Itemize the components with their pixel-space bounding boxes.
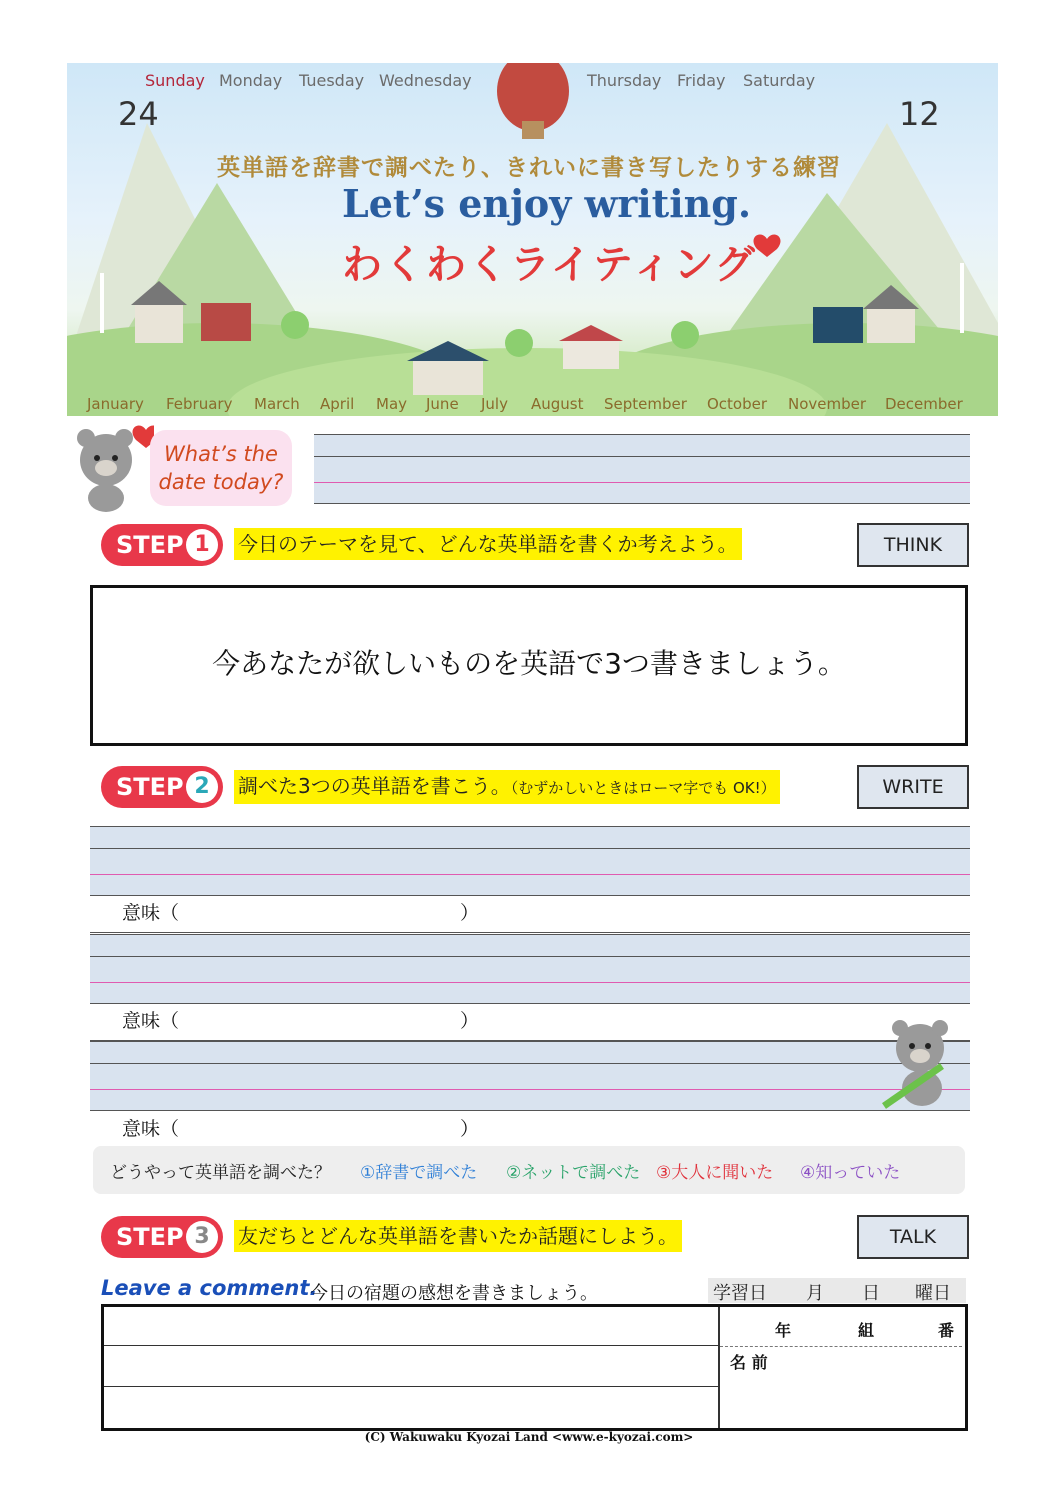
title-kana: わくわくライティング xyxy=(342,242,757,288)
name-label: 名 前 xyxy=(730,1353,768,1372)
year-label: 年 xyxy=(775,1321,792,1340)
comment-line-1 xyxy=(104,1345,718,1346)
word3-writing-lines[interactable] xyxy=(90,1041,970,1111)
step2-badge xyxy=(101,766,223,808)
day-monday: Monday xyxy=(219,71,283,90)
month-january: January xyxy=(87,395,144,413)
month-april: April xyxy=(320,395,355,413)
option-internet[interactable]: ②ネットで調べた xyxy=(506,1163,641,1183)
comment-line-2 xyxy=(104,1386,718,1387)
number-label: 番 xyxy=(938,1321,955,1340)
word2-writing-lines[interactable] xyxy=(90,934,970,1004)
meaning-close-1: ） xyxy=(460,902,480,924)
step3-instruction: 友だちとどんな英単語を書いたか話題にしよう。 xyxy=(234,1220,682,1252)
month-december: December xyxy=(885,395,963,413)
step1-number: 1 xyxy=(186,529,218,561)
meaning-close-3: ） xyxy=(460,1118,480,1140)
step2-instruction-note: （むずかしいときはローマ字でも OK!） xyxy=(510,779,776,797)
theme-text: 今あなたが欲しいものを英語で3つ書きましょう。 xyxy=(212,647,846,680)
bear-with-balloon-icon xyxy=(68,420,154,512)
study-month-label: 月 xyxy=(806,1283,824,1304)
date-prompt-line1: What’s the xyxy=(164,442,278,466)
option-asked-adult[interactable]: ③大人に聞いた xyxy=(656,1163,774,1183)
name-field[interactable] xyxy=(720,1350,962,1424)
month-may: May xyxy=(376,395,408,413)
number-left: 24 xyxy=(118,95,159,133)
step2-instruction-main: 調べた3つの英単語を書こう。 xyxy=(238,774,511,798)
meaning-label-2: 意味（ xyxy=(122,1010,180,1032)
option-already-knew[interactable]: ④知っていた xyxy=(800,1163,901,1183)
meaning-close-2: ） xyxy=(460,1010,480,1032)
day-wednesday: Wednesday xyxy=(379,71,472,90)
study-weekday-label: 曜日 xyxy=(915,1283,951,1304)
day-tuesday: Tuesday xyxy=(299,71,365,90)
month-august: August xyxy=(531,395,584,413)
step3-label: STEP xyxy=(116,1223,184,1251)
option-dictionary[interactable]: ①辞書で調べた xyxy=(360,1163,478,1183)
month-june: June xyxy=(426,395,459,413)
month-july: July xyxy=(481,395,508,413)
meaning-line-1 xyxy=(90,932,970,933)
step3-number: 3 xyxy=(186,1221,218,1253)
step2-number: 2 xyxy=(186,771,218,803)
comment-subtitle: 今日の宿題の感想を書きましょう。 xyxy=(310,1283,598,1304)
meaning-label-3: 意味（ xyxy=(122,1118,180,1140)
date-prompt-line2: date today? xyxy=(158,470,284,494)
step2-label: STEP xyxy=(116,773,184,801)
month-october: October xyxy=(707,395,768,413)
copyright-footer: (C) Wakuwaku Kyozai Land <www.e-kyozai.com> xyxy=(364,1430,694,1444)
step1-badge xyxy=(101,524,223,566)
header-banner xyxy=(67,63,998,416)
subtitle-jp: 英単語を辞書で調べたり、きれいに書き写したりする練習 xyxy=(217,155,841,181)
day-saturday: Saturday xyxy=(743,71,816,90)
day-thursday: Thursday xyxy=(587,71,662,90)
lookup-question: どうやって英単語を調べた？ xyxy=(110,1163,331,1183)
step3-badge xyxy=(101,1216,223,1258)
month-february: February xyxy=(166,395,233,413)
class-label: 組 xyxy=(858,1321,875,1340)
bear-with-pencil-icon xyxy=(872,1014,966,1112)
month-november: November xyxy=(788,395,867,413)
day-sunday: Sunday xyxy=(145,71,205,90)
month-march: March xyxy=(254,395,300,413)
write-tag: WRITE xyxy=(857,765,969,809)
comment-heading: Leave a comment. xyxy=(101,1276,318,1300)
date-prompt-text xyxy=(150,440,292,496)
word1-writing-lines[interactable] xyxy=(90,826,970,896)
number-right: 12 xyxy=(899,95,940,133)
think-tag: THINK xyxy=(857,523,969,567)
month-september: September xyxy=(604,395,687,413)
title-en: Let’s enjoy writing. xyxy=(342,181,752,226)
step2-instruction xyxy=(234,770,780,804)
meaning-label-1: 意味（ xyxy=(122,902,180,924)
study-date-label: 学習日 xyxy=(713,1283,767,1304)
talk-tag: TALK xyxy=(857,1215,969,1259)
step1-instruction: 今日のテーマを見て、どんな英単語を書くか考えよう。 xyxy=(234,528,742,560)
name-divider xyxy=(720,1346,962,1348)
day-friday: Friday xyxy=(677,71,726,90)
step1-label: STEP xyxy=(116,531,184,559)
date-writing-lines[interactable] xyxy=(314,434,970,504)
study-day-label: 日 xyxy=(862,1283,880,1304)
